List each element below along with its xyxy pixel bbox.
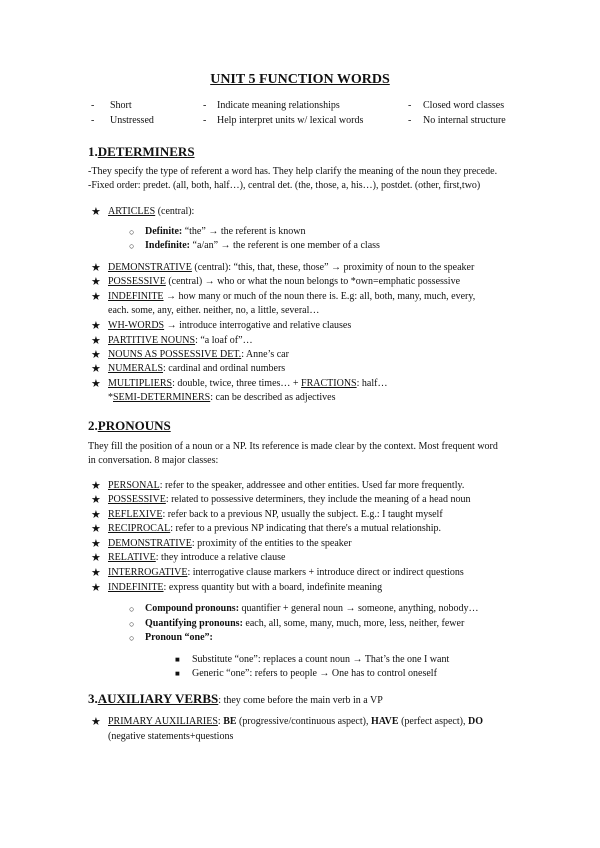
item-text: : related to possessive determiners, they include the meaning of a head noun <box>165 494 471 505</box>
term: WH-WORDS <box>108 320 165 331</box>
star-bullet-icon: ★ <box>91 716 101 728</box>
item-text: : interrogative clause markers + introduce direct or indirect questions <box>187 567 464 578</box>
term: PERSONAL <box>108 480 160 491</box>
term: PARTITIVE NOUNS <box>108 335 196 346</box>
item-text: → how many or much of the noun there is. E.g: all, both, many, much, every, <box>163 291 476 302</box>
section-heading-auxiliary-verbs <box>88 691 383 707</box>
section-heading-determiners <box>88 144 195 159</box>
list-item <box>108 276 460 288</box>
list-item <box>108 320 351 332</box>
star-bullet-icon: ★ <box>91 582 101 594</box>
list-item-continuation: each. some, any, either. neither, no, a little, several… <box>108 305 320 316</box>
item-text: : refer back to a previous NP, usually the subject. E.g.: I taught myself <box>162 509 443 520</box>
list-item <box>108 538 352 550</box>
term: POSSESSIVE <box>108 494 166 505</box>
star-bullet-icon: ★ <box>91 567 101 579</box>
note-semi-determiners <box>108 392 335 404</box>
sub-item <box>145 632 213 644</box>
term: PRIMARY AUXILIARIES <box>108 716 218 727</box>
bold-term: DO <box>467 716 483 727</box>
feature: Closed word classes <box>423 100 505 111</box>
term: NUMERALS <box>108 363 164 374</box>
term: DEMONSTRATIVE <box>108 262 192 273</box>
section-title: DETERMINERS <box>97 144 195 159</box>
sub-item <box>145 618 464 630</box>
term: Pronoun “one”: <box>145 632 213 643</box>
section-number: 1. <box>88 144 98 159</box>
list-item <box>108 291 475 303</box>
term: Indefinite: <box>145 240 190 251</box>
star-bullet-icon: ★ <box>91 552 101 564</box>
star-bullet-icon: ★ <box>91 538 101 550</box>
item-text: : double, twice, three times… + <box>172 378 302 389</box>
section-title: PRONOUNS <box>97 418 171 433</box>
feature: Short <box>110 100 132 111</box>
item-text: : “a loaf of”… <box>195 335 253 346</box>
item-text: : they introduce a relative clause <box>155 552 286 563</box>
square-bullet-icon: ■ <box>175 655 180 664</box>
term: NOUNS AS POSSESSIVE DET. <box>108 349 242 360</box>
list-item <box>108 335 253 347</box>
list-item <box>108 523 441 535</box>
list-item <box>108 378 387 390</box>
list-item <box>108 206 194 218</box>
star-bullet-icon: ★ <box>91 320 101 332</box>
item-text: (central): “this, that, these, those” → proximity of noun to the speaker <box>191 262 475 273</box>
star-bullet-icon: ★ <box>91 494 101 506</box>
feature: Help interpret units w/ lexical words <box>217 115 364 126</box>
item-text: : Anne’s car <box>241 349 289 360</box>
square-bullet-icon: ■ <box>175 669 180 678</box>
star-bullet-icon: ★ <box>91 509 101 521</box>
item-text: (perfect aspect), <box>398 716 468 727</box>
term: INDEFINITE <box>108 291 164 302</box>
term: Definite: <box>145 226 183 237</box>
star-bullet-icon: ★ <box>91 523 101 535</box>
item-text: → introduce interrogative and relative clauses <box>164 320 352 331</box>
term: RECIPROCAL <box>108 523 171 534</box>
list-item <box>108 509 443 521</box>
item-text: : cardinal and ordinal numbers <box>163 363 286 374</box>
star-bullet-icon: ★ <box>91 276 101 288</box>
dash-bullet: - <box>91 100 95 111</box>
list-item <box>108 716 483 728</box>
page-title: UNIT 5 FUNCTION WORDS <box>210 72 390 87</box>
star-bullet-icon: ★ <box>91 480 101 492</box>
term: RELATIVE <box>108 552 156 563</box>
item-text: : proximity of the entities to the speaker <box>191 538 352 549</box>
section-number: 3. <box>88 691 98 706</box>
paragraph-line: They fill the position of a noun or a NP. Its reference is made clear by the context. Most frequent word <box>88 441 498 452</box>
list-item <box>108 349 289 361</box>
dash-bullet: - <box>91 115 95 126</box>
list-item-continuation: (negative statements+questions <box>108 731 234 742</box>
term: ARTICLES <box>108 206 156 217</box>
section-subtitle: : they come before the main verb in a VP <box>218 695 383 706</box>
star-bullet-icon: ★ <box>91 378 101 390</box>
sub-sub-item: Generic “one”: refers to people → One has to control oneself <box>192 668 437 679</box>
item-text: : <box>217 716 224 727</box>
item-text: : refer to the speaker, addressee and other entities. Used far more frequently. <box>159 480 465 491</box>
item-text: : refer to a previous NP indicating that there's a mutual relationship. <box>170 523 442 534</box>
star-bullet-icon: ★ <box>91 206 101 218</box>
section-title: AUXILIARY VERBS <box>97 691 219 706</box>
sub-item <box>145 603 479 615</box>
sub-item <box>145 240 380 252</box>
dash-bullet: - <box>408 115 412 126</box>
term: Compound pronouns: <box>145 603 240 614</box>
bold-term: HAVE <box>370 716 399 727</box>
feature: No internal structure <box>423 115 506 126</box>
term: MULTIPLIERS <box>108 378 173 389</box>
star-bullet-icon: ★ <box>91 335 101 347</box>
list-item <box>108 582 382 594</box>
list-item <box>108 494 470 506</box>
sub-sub-item: Substitute “one”: replaces a count noun → That’s the one I want <box>192 654 450 665</box>
item-text: (progressive/continuous aspect), <box>236 716 371 727</box>
term: REFLEXIVE <box>108 509 163 520</box>
term: POSSESSIVE <box>108 276 166 287</box>
list-item <box>108 480 464 492</box>
item-text: : can be described as adjectives <box>210 392 336 403</box>
feature: Indicate meaning relationships <box>217 100 340 111</box>
term: INTERROGATIVE <box>108 567 188 578</box>
dash-bullet: - <box>203 115 207 126</box>
star-bullet-icon: ★ <box>91 262 101 274</box>
section-heading-pronouns <box>88 418 171 433</box>
item-text: (central) → who or what the noun belongs to *own=emphatic possessive <box>165 276 461 287</box>
star-bullet-icon: ★ <box>91 291 101 303</box>
asterisk: * <box>108 392 113 403</box>
item-text: : half… <box>356 378 388 389</box>
list-item <box>108 567 464 579</box>
term: Quantifying pronouns: <box>145 618 243 629</box>
item-text: quantifier + general noun → someone, anything, nobody… <box>239 603 479 614</box>
item-text: “the” → the referent is known <box>182 226 306 237</box>
paragraph-line: -They specify the type of referent a word has. They help clarify the meaning of the noun they precede. <box>88 166 498 177</box>
list-item <box>108 363 285 375</box>
circle-bullet-icon: ○ <box>129 619 135 629</box>
circle-bullet-icon: ○ <box>129 633 135 643</box>
term: DEMONSTRATIVE <box>108 538 192 549</box>
list-item <box>108 262 474 274</box>
circle-bullet-icon: ○ <box>129 604 135 614</box>
list-item <box>108 552 285 564</box>
dash-bullet: - <box>203 100 207 111</box>
dash-bullet: - <box>408 100 412 111</box>
sub-item <box>145 226 306 238</box>
item-text: (central): <box>155 206 195 217</box>
bold-term: BE <box>223 716 237 727</box>
term: INDEFINITE <box>108 582 164 593</box>
item-text: “a/an” → the referent is one member of a class <box>190 240 380 251</box>
circle-bullet-icon: ○ <box>129 241 135 251</box>
item-text: each, all, some, many, much, more, less, neither, fewer <box>242 618 465 629</box>
star-bullet-icon: ★ <box>91 363 101 375</box>
term: SEMI-DETERMINERS <box>113 392 211 403</box>
star-bullet-icon: ★ <box>91 349 101 361</box>
circle-bullet-icon: ○ <box>129 227 135 237</box>
paragraph-line: in conversation. 8 major classes: <box>88 455 219 466</box>
section-number: 2. <box>88 418 98 433</box>
paragraph-line: -Fixed order: predet. (all, both, half…), central det. (the, those, a, his…), postdet. (other, first,two) <box>88 180 481 191</box>
feature: Unstressed <box>110 115 154 126</box>
term: FRACTIONS <box>301 378 357 389</box>
item-text: : express quantity but with a board, indefinite meaning <box>163 582 383 593</box>
